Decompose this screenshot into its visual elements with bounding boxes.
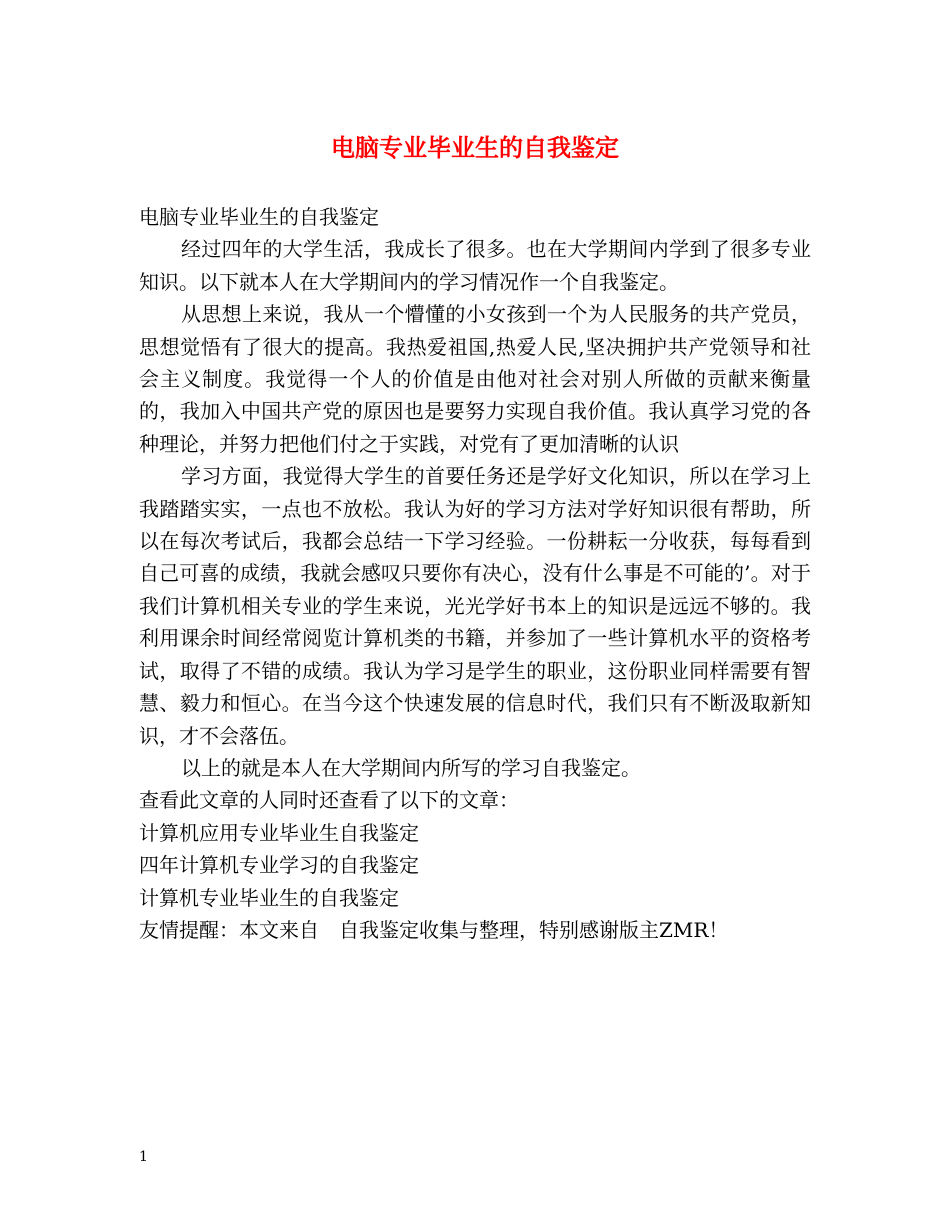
related-link-1[interactable]: 计算机应用专业毕业生自我鉴定: [139, 820, 419, 845]
related-link-2[interactable]: 四年计算机专业学习的自我鉴定: [139, 853, 419, 878]
paragraph-conclusion: 以上的就是本人在大学期间内所写的学习自我鉴定。: [181, 755, 641, 780]
subtitle: 电脑专业毕业生的自我鉴定: [139, 205, 379, 229]
footer-note: 友情提醒：本文来自 自我鉴定收集与整理，特别感谢版主ZMR！: [139, 917, 729, 942]
page-title: 电脑专业毕业生的自我鉴定: [331, 133, 619, 162]
related-heading: 查看此文章的人同时还查看了以下的文章：: [139, 788, 519, 813]
related-link-3[interactable]: 计算机专业毕业生的自我鉴定: [139, 885, 399, 910]
paragraph-study: 学习方面，我觉得大学生的首要任务还是学好文化知识，所以在学习上我踏踏实实，一点也不放松。我认为好的学习方法对学好知识很有帮助，所以在每次考试后，我都会总结一下学习经验。一份耕耘一分收获，每每看到自己可喜的成绩，我就会感叹只要你有决心，没有什么事是不可能的’。对于我们计算机相关专业的学生来说，光光学好书本上的知识是远远不够的。我利用课余时间经常阅览计算机类的书籍，并参加了一些计算机水平的资格考试，取得了不错的成绩。我认为学习是学生的职业，这份职业同样需要有智慧、毅力和恒心。在当今这个快速发展的信息时代，我们只有不断汲取新知识，才不会落伍。: [139, 464, 811, 748]
page-number: 1: [139, 1149, 148, 1165]
paragraph-ideology: 从思想上来说，我从一个懵懂的小女孩到一个为人民服务的共产党员，思想觉悟有了很大的提高。我热爱祖国,热爱人民,坚决拥护共产党领导和社会主义制度。我觉得一个人的价值是由他对社会对别人所做的贡献来衡量的，我加入中国共产党的原因也是要努力实现自我价值。我认真学习党的各种理论，并努力把他们付之于实践，对党有了更加清晰的认识: [139, 302, 811, 456]
document-body: [139, 201, 811, 946]
paragraph-intro: 经过四年的大学生活，我成长了很多。也在大学期间内学到了很多专业知识。以下就本人在大学期间内的学习情况作一个自我鉴定。: [139, 237, 811, 294]
